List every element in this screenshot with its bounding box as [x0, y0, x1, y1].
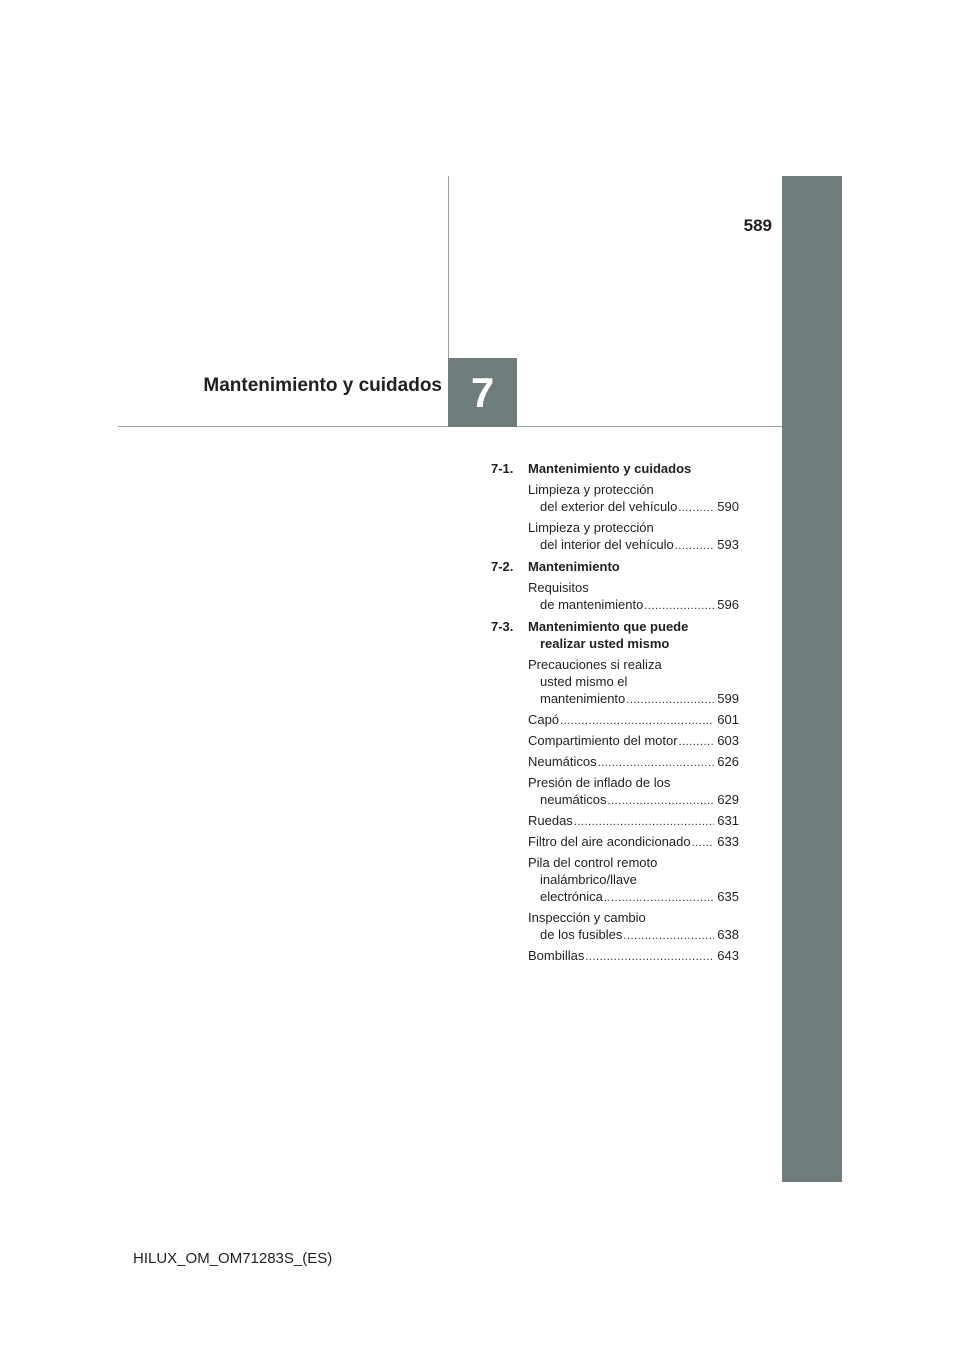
- toc-entry-text: mantenimiento: [540, 691, 626, 706]
- toc-entry[interactable]: [528, 481, 739, 515]
- toc-entry-text: Ruedas: [528, 813, 573, 828]
- toc-entry-last-line: [528, 791, 739, 808]
- toc-entry[interactable]: [528, 753, 739, 770]
- toc-entry-text: Bombillas: [528, 948, 585, 963]
- toc-entry[interactable]: [528, 947, 739, 964]
- toc-entry-text: Inspección y cambio: [528, 910, 646, 925]
- dot-leader: [623, 929, 714, 943]
- toc-entry-text: de los fusibles: [540, 927, 623, 942]
- toc-entry[interactable]: [528, 854, 739, 905]
- toc-entry-page: 593: [717, 537, 739, 552]
- dot-leader: [604, 891, 714, 905]
- toc-entry-last-line: [528, 753, 739, 770]
- toc-entry-page: 590: [717, 499, 739, 514]
- toc-entry-text: del interior del vehículo: [540, 537, 674, 552]
- toc-entry-last-line: [528, 833, 739, 850]
- toc-entry-page: 596: [717, 597, 739, 612]
- toc-section-heading: [491, 558, 739, 575]
- toc-entry[interactable]: [528, 833, 739, 850]
- toc-entry-page: 599: [717, 691, 739, 706]
- toc-entry-text: Capó: [528, 712, 560, 727]
- dot-leader: [644, 599, 714, 613]
- chapter-title: Mantenimiento y cuidados: [203, 375, 442, 396]
- chapter-number-box: 7: [448, 358, 517, 427]
- page-number: 589: [743, 216, 772, 235]
- dot-leader: [607, 794, 714, 808]
- toc-entry-text: neumáticos: [540, 792, 607, 807]
- toc-section-number: 7-3.: [491, 619, 514, 634]
- toc-entry-text: de mantenimiento: [540, 597, 644, 612]
- toc-entry-page: 603: [717, 733, 739, 748]
- toc-entry-text: Compartimiento del motor: [528, 733, 678, 748]
- toc-entry-last-line: [528, 732, 739, 749]
- toc-entry-text: inalámbrico/llave: [540, 872, 637, 887]
- toc-entry-page: 643: [717, 948, 739, 963]
- dot-leader: [585, 950, 714, 964]
- toc-entry-page: 633: [717, 834, 739, 849]
- toc-entry-last-line: [528, 888, 739, 905]
- toc-entry-text: Pila del control remoto: [528, 855, 658, 870]
- toc-entry-text: Limpieza y protección: [528, 482, 654, 497]
- toc-entry-page: 626: [717, 754, 739, 769]
- table-of-contents: [491, 460, 739, 964]
- dot-leader: [679, 735, 715, 749]
- toc-entry[interactable]: [528, 656, 739, 707]
- toc-entry-text: usted mismo el: [540, 674, 628, 689]
- toc-entry[interactable]: [528, 711, 739, 728]
- toc-section-number: 7-2.: [491, 559, 514, 574]
- dot-leader: [626, 693, 714, 707]
- toc-entry-last-line: [528, 926, 739, 943]
- toc-entry-text: Precauciones si realiza: [528, 657, 662, 672]
- toc-entry[interactable]: [528, 519, 739, 553]
- toc-entry-last-line: [528, 536, 739, 553]
- dot-leader: [692, 836, 715, 850]
- toc-entry-text: Requisitos: [528, 580, 589, 595]
- toc-entry[interactable]: [528, 812, 739, 829]
- toc-section-heading: [491, 618, 739, 652]
- toc-entry-text: Filtro del aire acondicionado: [528, 834, 691, 849]
- toc-section-number: 7-1.: [491, 461, 514, 476]
- dot-leader: [560, 714, 714, 728]
- toc-entry[interactable]: [528, 774, 739, 808]
- toc-entry-text: Neumáticos: [528, 754, 597, 769]
- toc-entry-last-line: [528, 947, 739, 964]
- dot-leader: [574, 815, 714, 829]
- toc-entry-page: 635: [717, 889, 739, 904]
- toc-entry[interactable]: [528, 909, 739, 943]
- toc-entry[interactable]: [528, 579, 739, 613]
- toc-entry-text: del exterior del vehículo: [540, 499, 678, 514]
- toc-entry-page: 631: [717, 813, 739, 828]
- toc-entry-text: electrónica: [540, 889, 603, 904]
- toc-entry-text: Presión de inflado de los: [528, 775, 671, 790]
- toc-entry-last-line: [528, 498, 739, 515]
- toc-section-title: Mantenimiento que puede: [528, 619, 689, 634]
- toc-entry-page: 601: [717, 712, 739, 727]
- chapter-side-tab: [782, 176, 842, 1182]
- toc-entry-last-line: [528, 812, 739, 829]
- vertical-rule: [448, 176, 449, 358]
- toc-entry-page: 638: [717, 927, 739, 942]
- toc-entry-last-line: [528, 711, 739, 728]
- toc-entry-page: 629: [717, 792, 739, 807]
- toc-section-title: Mantenimiento: [528, 559, 620, 574]
- dot-leader: [675, 539, 715, 553]
- document-code: HILUX_OM_OM71283S_(ES): [133, 1250, 333, 1267]
- dot-leader: [678, 501, 714, 515]
- toc-section-heading: [491, 460, 739, 477]
- toc-entry[interactable]: [528, 732, 739, 749]
- dot-leader: [598, 756, 715, 770]
- toc-section-title: realizar usted mismo: [540, 636, 670, 651]
- toc-entry-last-line: [528, 690, 739, 707]
- toc-section-title: Mantenimiento y cuidados: [528, 461, 692, 476]
- toc-entry-last-line: [528, 596, 739, 613]
- toc-entry-text: Limpieza y protección: [528, 520, 654, 535]
